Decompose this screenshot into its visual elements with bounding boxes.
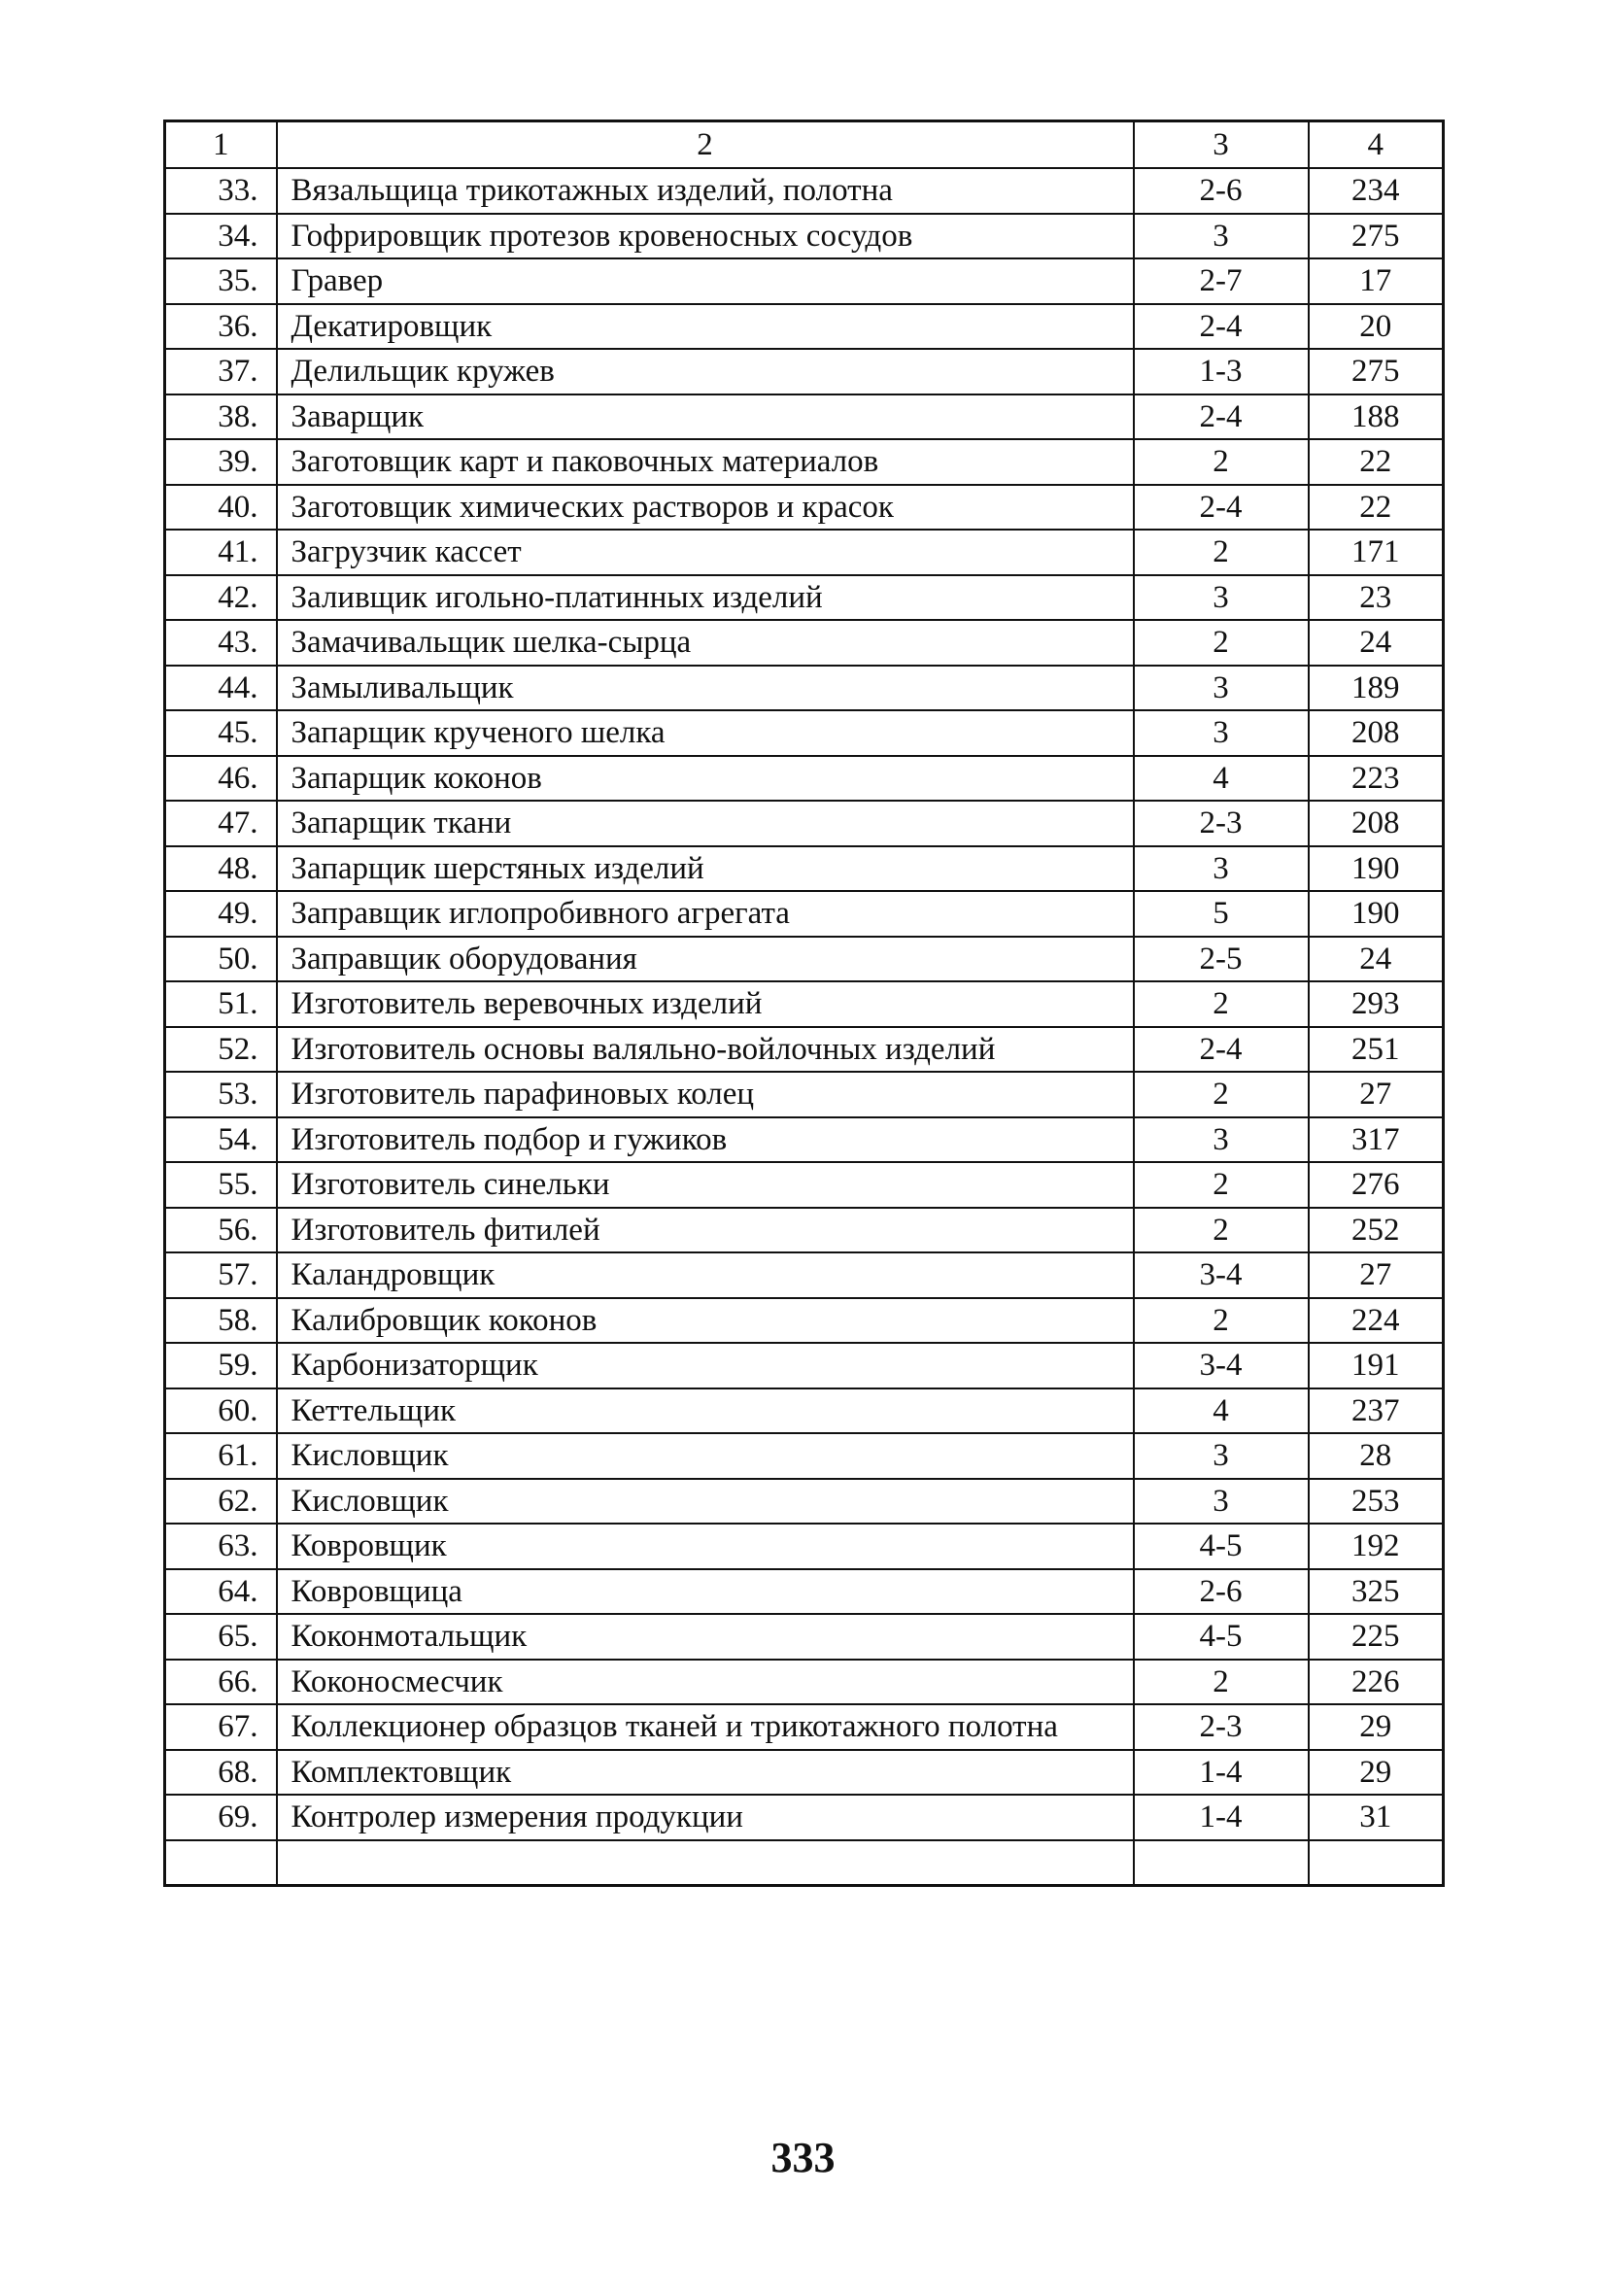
grade-range: 3 bbox=[1134, 710, 1309, 756]
row-number: 46. bbox=[165, 756, 277, 802]
row-number: 39. bbox=[165, 439, 277, 485]
table-row bbox=[165, 304, 1444, 350]
profession-name: Изготовитель парафиновых колец bbox=[277, 1072, 1134, 1117]
grade-range: 2 bbox=[1134, 1298, 1309, 1344]
row-number: 44. bbox=[165, 666, 277, 711]
profession-name: Запарщик шерстяных изделий bbox=[277, 846, 1134, 892]
column-header-page: 4 bbox=[1309, 121, 1444, 169]
page-reference: 22 bbox=[1309, 485, 1444, 531]
empty-cell bbox=[165, 1840, 277, 1886]
page-reference: 225 bbox=[1309, 1614, 1444, 1660]
page-reference: 31 bbox=[1309, 1795, 1444, 1840]
page-reference: 208 bbox=[1309, 710, 1444, 756]
row-number: 34. bbox=[165, 214, 277, 259]
profession-name: Гравер bbox=[277, 258, 1134, 304]
row-number: 43. bbox=[165, 620, 277, 666]
table-row bbox=[165, 710, 1444, 756]
row-number: 38. bbox=[165, 394, 277, 440]
profession-name: Карбонизаторщик bbox=[277, 1343, 1134, 1388]
grade-range: 2-4 bbox=[1134, 304, 1309, 350]
page-reference: 191 bbox=[1309, 1343, 1444, 1388]
row-number: 48. bbox=[165, 846, 277, 892]
profession-name: Заварщик bbox=[277, 394, 1134, 440]
row-number: 54. bbox=[165, 1117, 277, 1163]
page-reference: 28 bbox=[1309, 1433, 1444, 1479]
profession-name: Кеттельщик bbox=[277, 1388, 1134, 1434]
table-row bbox=[165, 485, 1444, 531]
table-row-empty bbox=[165, 1840, 1444, 1886]
table-row bbox=[165, 1072, 1444, 1117]
page-reference: 190 bbox=[1309, 891, 1444, 937]
grade-range: 1-4 bbox=[1134, 1750, 1309, 1796]
profession-name: Делильщик кружев bbox=[277, 349, 1134, 394]
page-reference: 192 bbox=[1309, 1524, 1444, 1569]
table-row bbox=[165, 1252, 1444, 1298]
page-number: 333 bbox=[770, 2134, 836, 2181]
page-reference: 223 bbox=[1309, 756, 1444, 802]
profession-name: Контролер измерения продукции bbox=[277, 1795, 1134, 1840]
grade-range: 2 bbox=[1134, 1660, 1309, 1705]
grade-range: 2-5 bbox=[1134, 937, 1309, 982]
page-reference: 234 bbox=[1309, 168, 1444, 214]
row-number: 42. bbox=[165, 575, 277, 621]
page-reference: 20 bbox=[1309, 304, 1444, 350]
page-reference: 27 bbox=[1309, 1072, 1444, 1117]
page-reference: 24 bbox=[1309, 620, 1444, 666]
page-reference: 27 bbox=[1309, 1252, 1444, 1298]
row-number: 49. bbox=[165, 891, 277, 937]
profession-name: Изготовитель синельки bbox=[277, 1162, 1134, 1208]
table-row bbox=[165, 1660, 1444, 1705]
profession-name: Декатировщик bbox=[277, 304, 1134, 350]
table-row bbox=[165, 1704, 1444, 1750]
grade-range: 2-4 bbox=[1134, 485, 1309, 531]
profession-name: Запарщик коконов bbox=[277, 756, 1134, 802]
table-row bbox=[165, 575, 1444, 621]
page-reference: 29 bbox=[1309, 1750, 1444, 1796]
profession-name: Заливщик игольно-платинных изделий bbox=[277, 575, 1134, 621]
grade-range: 3-4 bbox=[1134, 1343, 1309, 1388]
profession-name: Заправщик иглопробивного агрегата bbox=[277, 891, 1134, 937]
row-number: 35. bbox=[165, 258, 277, 304]
table-row bbox=[165, 1479, 1444, 1525]
profession-name: Ковровщица bbox=[277, 1569, 1134, 1615]
grade-range: 3 bbox=[1134, 666, 1309, 711]
row-number: 68. bbox=[165, 1750, 277, 1796]
row-number: 47. bbox=[165, 801, 277, 846]
grade-range: 3 bbox=[1134, 846, 1309, 892]
grade-range: 1-4 bbox=[1134, 1795, 1309, 1840]
profession-name: Калибровщик коконов bbox=[277, 1298, 1134, 1344]
page-reference: 17 bbox=[1309, 258, 1444, 304]
row-number: 36. bbox=[165, 304, 277, 350]
grade-range: 2-4 bbox=[1134, 394, 1309, 440]
column-header-number: 1 bbox=[165, 121, 277, 169]
page-reference: 23 bbox=[1309, 575, 1444, 621]
page-reference: 293 bbox=[1309, 981, 1444, 1027]
grade-range: 2 bbox=[1134, 439, 1309, 485]
page-reference: 24 bbox=[1309, 937, 1444, 982]
row-number: 63. bbox=[165, 1524, 277, 1569]
page-reference: 224 bbox=[1309, 1298, 1444, 1344]
profession-name: Запарщик крученого шелка bbox=[277, 710, 1134, 756]
grade-range: 2-3 bbox=[1134, 1704, 1309, 1750]
profession-name: Кисловщик bbox=[277, 1479, 1134, 1525]
page-reference: 253 bbox=[1309, 1479, 1444, 1525]
page-reference: 251 bbox=[1309, 1027, 1444, 1073]
profession-name: Изготовитель основы валяльно-войлочных изделий bbox=[277, 1027, 1134, 1073]
row-number: 33. bbox=[165, 168, 277, 214]
row-number: 56. bbox=[165, 1208, 277, 1253]
grade-range: 3 bbox=[1134, 1479, 1309, 1525]
page-reference: 22 bbox=[1309, 439, 1444, 485]
table-row bbox=[165, 439, 1444, 485]
table-row bbox=[165, 1298, 1444, 1344]
grade-range: 2 bbox=[1134, 1162, 1309, 1208]
page-reference: 29 bbox=[1309, 1704, 1444, 1750]
row-number: 41. bbox=[165, 530, 277, 575]
profession-name: Каландровщик bbox=[277, 1252, 1134, 1298]
table-row bbox=[165, 756, 1444, 802]
row-number: 62. bbox=[165, 1479, 277, 1525]
grade-range: 3 bbox=[1134, 575, 1309, 621]
grade-range: 3 bbox=[1134, 1117, 1309, 1163]
table-row bbox=[165, 1343, 1444, 1388]
grade-range: 2-3 bbox=[1134, 801, 1309, 846]
table-row bbox=[165, 620, 1444, 666]
table-row bbox=[165, 1569, 1444, 1615]
profession-name: Коллекционер образцов тканей и трикотажного полотна bbox=[277, 1704, 1134, 1750]
profession-name: Замачивальщик шелка-сырца bbox=[277, 620, 1134, 666]
page-reference: 325 bbox=[1309, 1569, 1444, 1615]
grade-range: 2-6 bbox=[1134, 1569, 1309, 1615]
row-number: 67. bbox=[165, 1704, 277, 1750]
table-row bbox=[165, 666, 1444, 711]
grade-range: 2-7 bbox=[1134, 258, 1309, 304]
row-number: 40. bbox=[165, 485, 277, 531]
grade-range: 3-4 bbox=[1134, 1252, 1309, 1298]
row-number: 61. bbox=[165, 1433, 277, 1479]
empty-cell bbox=[1134, 1840, 1309, 1886]
grade-range: 2 bbox=[1134, 1072, 1309, 1117]
table-row bbox=[165, 891, 1444, 937]
table-row bbox=[165, 981, 1444, 1027]
profession-name: Гофрировщик протезов кровеносных сосудов bbox=[277, 214, 1134, 259]
grade-range: 2 bbox=[1134, 620, 1309, 666]
column-header-grade: 3 bbox=[1134, 121, 1309, 169]
page-reference: 226 bbox=[1309, 1660, 1444, 1705]
table-row bbox=[165, 258, 1444, 304]
row-number: 59. bbox=[165, 1343, 277, 1388]
table-row bbox=[165, 1117, 1444, 1163]
grade-range: 4-5 bbox=[1134, 1614, 1309, 1660]
row-number: 66. bbox=[165, 1660, 277, 1705]
profession-name: Ковровщик bbox=[277, 1524, 1134, 1569]
row-number: 52. bbox=[165, 1027, 277, 1073]
table-row bbox=[165, 1433, 1444, 1479]
table-body bbox=[165, 168, 1444, 1885]
profession-name: Изготовитель фитилей bbox=[277, 1208, 1134, 1253]
table-row bbox=[165, 846, 1444, 892]
profession-name: Изготовитель подбор и гужиков bbox=[277, 1117, 1134, 1163]
grade-range: 5 bbox=[1134, 891, 1309, 937]
table-row bbox=[165, 801, 1444, 846]
row-number: 55. bbox=[165, 1162, 277, 1208]
table-row bbox=[165, 1750, 1444, 1796]
page-reference: 275 bbox=[1309, 349, 1444, 394]
profession-name: Вязальщица трикотажных изделий, полотна bbox=[277, 168, 1134, 214]
row-number: 57. bbox=[165, 1252, 277, 1298]
table-row bbox=[165, 1027, 1444, 1073]
row-number: 37. bbox=[165, 349, 277, 394]
row-number: 60. bbox=[165, 1388, 277, 1434]
grade-range: 2 bbox=[1134, 1208, 1309, 1253]
grade-range: 4 bbox=[1134, 1388, 1309, 1434]
grade-range: 2-4 bbox=[1134, 1027, 1309, 1073]
row-number: 51. bbox=[165, 981, 277, 1027]
row-number: 45. bbox=[165, 710, 277, 756]
profession-name: Запарщик ткани bbox=[277, 801, 1134, 846]
page-reference: 190 bbox=[1309, 846, 1444, 892]
profession-name: Замыливальщик bbox=[277, 666, 1134, 711]
grade-range: 2 bbox=[1134, 530, 1309, 575]
profession-name: Изготовитель веревочных изделий bbox=[277, 981, 1134, 1027]
profession-name: Комплектовщик bbox=[277, 1750, 1134, 1796]
grade-range: 2-6 bbox=[1134, 168, 1309, 214]
table-row bbox=[165, 394, 1444, 440]
profession-name: Коконмотальщик bbox=[277, 1614, 1134, 1660]
row-number: 50. bbox=[165, 937, 277, 982]
profession-name: Заправщик оборудования bbox=[277, 937, 1134, 982]
page-reference: 189 bbox=[1309, 666, 1444, 711]
professions-table bbox=[163, 120, 1445, 1887]
page-reference: 237 bbox=[1309, 1388, 1444, 1434]
grade-range: 3 bbox=[1134, 214, 1309, 259]
grade-range: 3 bbox=[1134, 1433, 1309, 1479]
profession-name: Коконосмесчик bbox=[277, 1660, 1134, 1705]
column-header-profession: 2 bbox=[277, 121, 1134, 169]
empty-cell bbox=[277, 1840, 1134, 1886]
table-row bbox=[165, 349, 1444, 394]
profession-name: Заготовщик химических растворов и красок bbox=[277, 485, 1134, 531]
profession-name: Загрузчик кассет bbox=[277, 530, 1134, 575]
grade-range: 2 bbox=[1134, 981, 1309, 1027]
table-header-row bbox=[165, 121, 1444, 169]
table-row bbox=[165, 1162, 1444, 1208]
row-number: 64. bbox=[165, 1569, 277, 1615]
table-row bbox=[165, 1795, 1444, 1840]
profession-name: Заготовщик карт и паковочных материалов bbox=[277, 439, 1134, 485]
page-reference: 171 bbox=[1309, 530, 1444, 575]
row-number: 58. bbox=[165, 1298, 277, 1344]
table-row bbox=[165, 530, 1444, 575]
table-row bbox=[165, 1208, 1444, 1253]
row-number: 53. bbox=[165, 1072, 277, 1117]
table-row bbox=[165, 168, 1444, 214]
table-row bbox=[165, 937, 1444, 982]
empty-cell bbox=[1309, 1840, 1444, 1886]
profession-name: Кисловщик bbox=[277, 1433, 1134, 1479]
row-number: 69. bbox=[165, 1795, 277, 1840]
page-reference: 208 bbox=[1309, 801, 1444, 846]
page-reference: 317 bbox=[1309, 1117, 1444, 1163]
page-reference: 275 bbox=[1309, 214, 1444, 259]
table-row bbox=[165, 1388, 1444, 1434]
page-reference: 276 bbox=[1309, 1162, 1444, 1208]
page-reference: 252 bbox=[1309, 1208, 1444, 1253]
grade-range: 1-3 bbox=[1134, 349, 1309, 394]
page-reference: 188 bbox=[1309, 394, 1444, 440]
grade-range: 4 bbox=[1134, 756, 1309, 802]
row-number: 65. bbox=[165, 1614, 277, 1660]
table-row bbox=[165, 214, 1444, 259]
grade-range: 4-5 bbox=[1134, 1524, 1309, 1569]
table-row bbox=[165, 1614, 1444, 1660]
table-row bbox=[165, 1524, 1444, 1569]
